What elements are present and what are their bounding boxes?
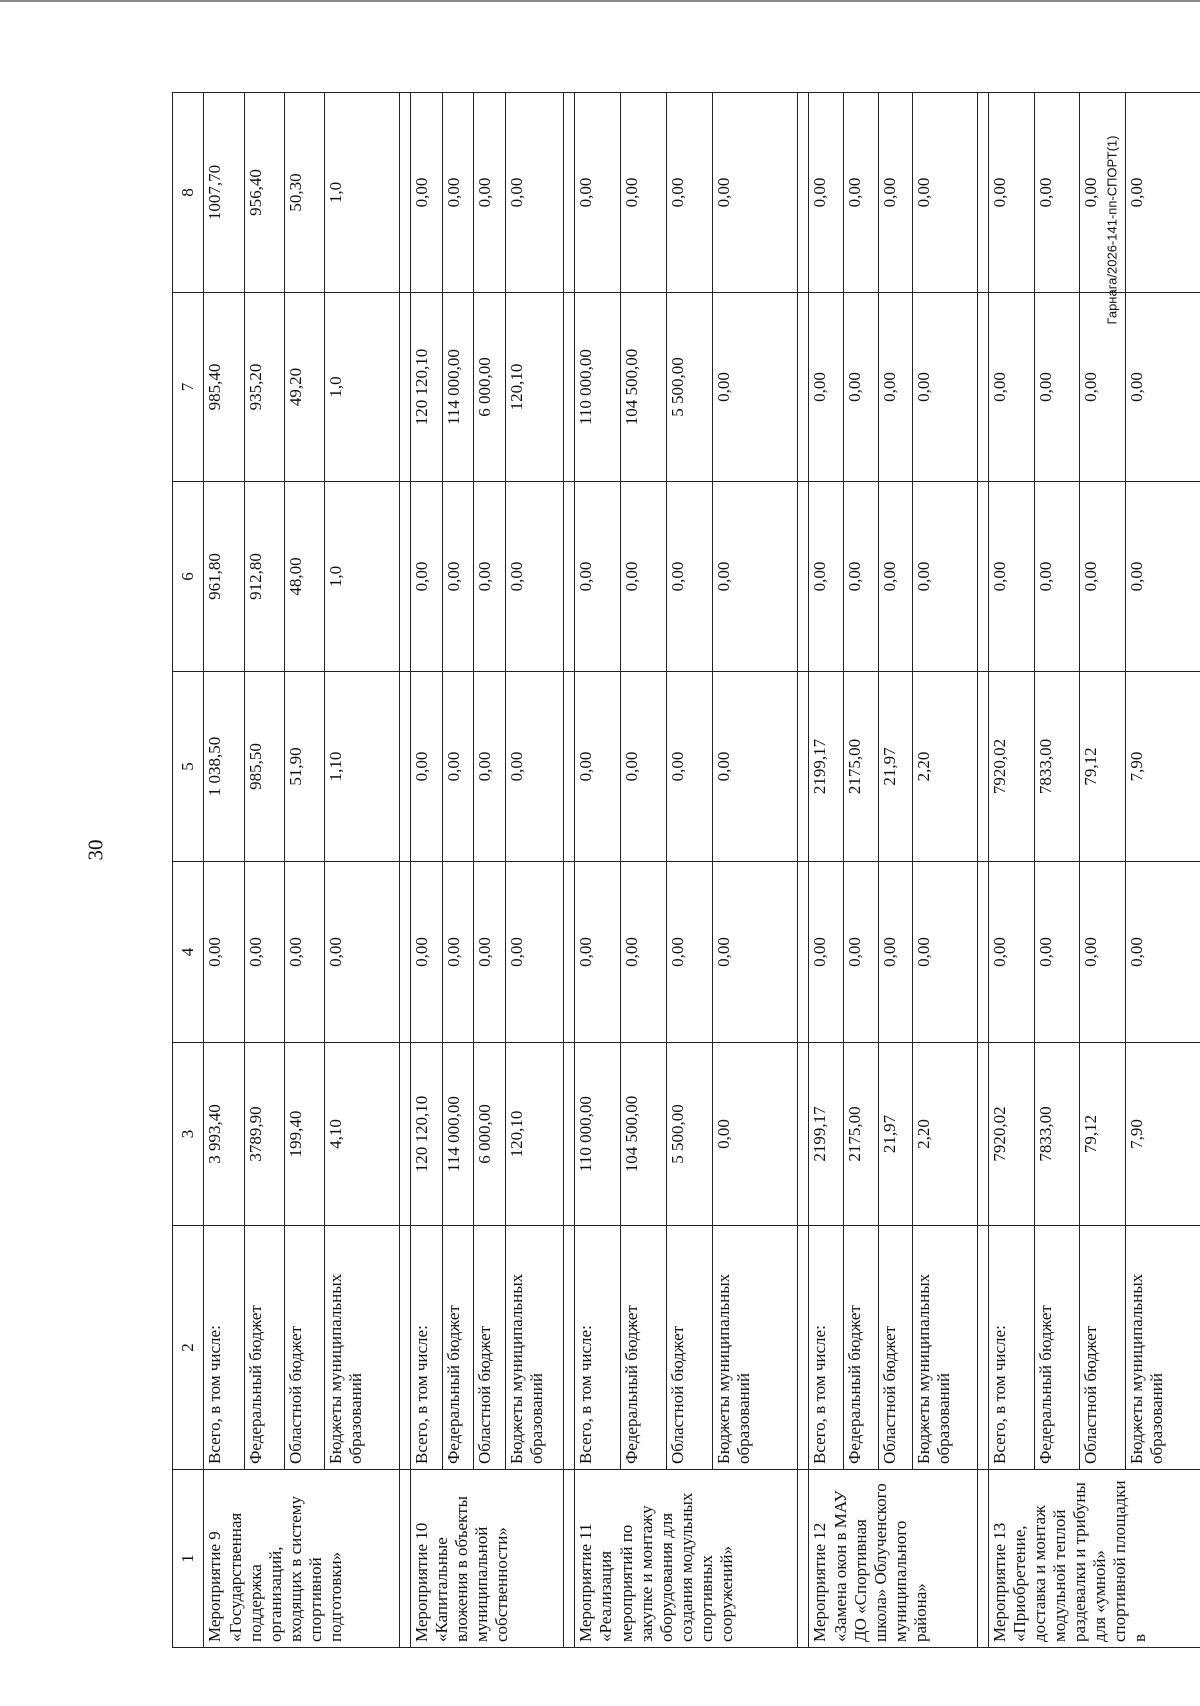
block-separator: [400, 93, 411, 1648]
funding-source: Бюджеты муниципальных образований: [1126, 1226, 1200, 1470]
budget-value: 0,00: [1034, 482, 1080, 672]
budget-value: 0,00: [411, 862, 442, 1043]
funding-source: Областной бюджет: [878, 1226, 913, 1470]
budget-value: 0,00: [1126, 482, 1200, 672]
table-row: [621, 93, 667, 1648]
funding-source: Федеральный бюджет: [621, 1226, 667, 1470]
table-row: [712, 93, 798, 1648]
budget-value: 0,00: [913, 93, 978, 293]
funding-source: Бюджеты муниципальных образований: [505, 1226, 564, 1470]
activity-title: Мероприятие 11 «Реализация мероприятий по закупке и монтажу оборудования для создания модульных спортивных сооружений»: [575, 1470, 798, 1648]
budget-value: 79,12: [1080, 1043, 1126, 1226]
budget-value: 0,00: [988, 93, 1034, 293]
budget-value: 0,00: [667, 93, 713, 293]
budget-value: 49,20: [284, 293, 324, 482]
budget-value: 0,00: [712, 672, 798, 862]
budget-value: 120,10: [505, 1043, 564, 1226]
budget-value: 1,0: [324, 293, 399, 482]
budget-value: 0,00: [988, 482, 1034, 672]
budget-value: 912,80: [244, 482, 284, 672]
budget-value: 2199,17: [809, 672, 844, 862]
budget-value: 0,00: [474, 93, 505, 293]
budget-value: 114 000,00: [442, 293, 473, 482]
budget-value: 0,00: [809, 482, 844, 672]
budget-value: 104 500,00: [621, 1043, 667, 1226]
column-number: 7: [173, 293, 204, 482]
budget-value: 0,00: [621, 862, 667, 1043]
table-row: [809, 93, 844, 1648]
budget-value: 0,00: [1034, 293, 1080, 482]
funding-source: Всего, в том числе:: [411, 1226, 442, 1470]
budget-value: 0,00: [411, 93, 442, 293]
budget-value: 120 120,10: [411, 293, 442, 482]
block-separator: [977, 93, 988, 1648]
budget-value: 79,12: [1080, 672, 1126, 862]
budget-value: 2,20: [913, 672, 978, 862]
budget-value: 4,10: [324, 1043, 399, 1226]
budget-value: 0,00: [505, 93, 564, 293]
table-row: [284, 93, 324, 1648]
budget-value: 3789,90: [244, 1043, 284, 1226]
budget-value: 0,00: [1080, 862, 1126, 1043]
column-number: 3: [173, 1043, 204, 1226]
table-row: [324, 93, 399, 1648]
budget-value: 7833,00: [1034, 672, 1080, 862]
budget-value: 0,00: [712, 482, 798, 672]
funding-source: Бюджеты муниципальных образований: [324, 1226, 399, 1470]
budget-value: 0,00: [411, 482, 442, 672]
funding-source: Федеральный бюджет: [1034, 1226, 1080, 1470]
table-row: [1080, 93, 1126, 1648]
budget-value: 0,00: [913, 862, 978, 1043]
budget-value: 0,00: [988, 293, 1034, 482]
budget-value: 0,00: [411, 672, 442, 862]
budget-value: 2175,00: [844, 672, 879, 862]
budget-value: 0,00: [878, 293, 913, 482]
budget-table: [172, 92, 1200, 1648]
budget-value: 120,10: [505, 293, 564, 482]
column-number: 2: [173, 1226, 204, 1470]
top-rule: [0, 0, 1200, 2]
budget-value: 5 500,00: [667, 293, 713, 482]
budget-value: 7833,00: [1034, 1043, 1080, 1226]
budget-value: 104 500,00: [621, 293, 667, 482]
budget-value: 0,00: [878, 482, 913, 672]
budget-value: 0,00: [244, 862, 284, 1043]
budget-value: 935,20: [244, 293, 284, 482]
budget-value: 0,00: [1034, 93, 1080, 293]
column-number: 6: [173, 482, 204, 672]
budget-value: 2,20: [913, 1043, 978, 1226]
budget-value: 50,30: [284, 93, 324, 293]
page-number: 30: [83, 839, 108, 861]
budget-value: 0,00: [844, 93, 879, 293]
budget-value: 0,00: [913, 482, 978, 672]
table-row: [442, 93, 473, 1648]
budget-value: 0,00: [712, 1043, 798, 1226]
budget-value: 0,00: [621, 482, 667, 672]
budget-value: 7920,02: [988, 1043, 1034, 1226]
document-footer-code: Гарнага/2026-141-пп-СПОРТ(1): [1104, 135, 1120, 325]
budget-value: 2199,17: [809, 1043, 844, 1226]
budget-value: 7,90: [1126, 672, 1200, 862]
funding-source: Всего, в том числе:: [204, 1226, 244, 1470]
table-row: [988, 93, 1034, 1648]
budget-value: 110 000,00: [575, 293, 621, 482]
budget-value: 0,00: [667, 672, 713, 862]
column-number: 1: [173, 1470, 204, 1648]
budget-value: 0,00: [505, 482, 564, 672]
budget-value: 0,00: [621, 93, 667, 293]
block-separator: [798, 93, 809, 1648]
budget-value: 1,10: [324, 672, 399, 862]
budget-value: 0,00: [284, 862, 324, 1043]
budget-value: 985,40: [204, 293, 244, 482]
budget-value: 985,50: [244, 672, 284, 862]
budget-value: 0,00: [988, 862, 1034, 1043]
budget-value: 21,97: [878, 1043, 913, 1226]
table-row: [878, 93, 913, 1648]
budget-value: 0,00: [1080, 93, 1126, 293]
activity-title: Мероприятие 13 «Приобретение, доставка и монтаж модульной теплой раздевалки и трибуны для «умной» спортивной площадки в: [988, 1470, 1200, 1648]
budget-value: 0,00: [712, 862, 798, 1043]
budget-value: 0,00: [1126, 862, 1200, 1043]
funding-source: Бюджеты муниципальных образований: [913, 1226, 978, 1470]
budget-value: 0,00: [474, 672, 505, 862]
table-row: [667, 93, 713, 1648]
activity-title: Мероприятие 12 «Замена окон в МАУ ДО «Спортивная школа» Облученского муниципального района»: [809, 1470, 977, 1648]
budget-value: 0,00: [1034, 862, 1080, 1043]
budget-value: 0,00: [474, 482, 505, 672]
budget-value: 0,00: [844, 482, 879, 672]
budget-value: 0,00: [505, 672, 564, 862]
funding-source: Областной бюджет: [474, 1226, 505, 1470]
budget-table-wrapper: [172, 93, 1200, 1648]
budget-value: 0,00: [575, 93, 621, 293]
budget-value: 7920,02: [988, 672, 1034, 862]
budget-value: 120 120,10: [411, 1043, 442, 1226]
budget-value: 6 000,00: [474, 293, 505, 482]
funding-source: Областной бюджет: [667, 1226, 713, 1470]
budget-value: 3 993,40: [204, 1043, 244, 1226]
budget-value: 21,97: [878, 672, 913, 862]
budget-value: 0,00: [1080, 482, 1126, 672]
funding-source: Областной бюджет: [284, 1226, 324, 1470]
budget-value: 956,40: [244, 93, 284, 293]
column-number: 4: [173, 862, 204, 1043]
activity-title: Мероприятие 10 «Капитальные вложения в объекты муниципальной собственности»: [411, 1470, 564, 1648]
budget-value: 7,90: [1126, 1043, 1200, 1226]
budget-value: 0,00: [442, 672, 473, 862]
budget-value: 0,00: [474, 862, 505, 1043]
activity-title: Мероприятие 9 «Государственная поддержка организаций, входящих в систему спортивной подготовки»: [204, 1470, 400, 1648]
budget-value: 0,00: [712, 93, 798, 293]
funding-source: Всего, в том числе:: [575, 1226, 621, 1470]
budget-value: 0,00: [809, 862, 844, 1043]
budget-value: 0,00: [1126, 93, 1200, 293]
column-number: 8: [173, 93, 204, 293]
table-row: [474, 93, 505, 1648]
budget-value: 1,0: [324, 93, 399, 293]
funding-source: Федеральный бюджет: [244, 1226, 284, 1470]
budget-value: 961,80: [204, 482, 244, 672]
budget-value: 110 000,00: [575, 1043, 621, 1226]
budget-value: 0,00: [878, 862, 913, 1043]
table-row: [575, 93, 621, 1648]
budget-value: 0,00: [621, 672, 667, 862]
budget-value: 0,00: [878, 93, 913, 293]
budget-value: 0,00: [204, 862, 244, 1043]
budget-value: 0,00: [844, 293, 879, 482]
funding-source: Всего, в том числе:: [809, 1226, 844, 1470]
budget-value: 0,00: [324, 862, 399, 1043]
funding-source: Федеральный бюджет: [442, 1226, 473, 1470]
budget-value: 0,00: [442, 482, 473, 672]
table-row: [204, 93, 244, 1648]
table-row: [1126, 93, 1200, 1648]
budget-value: 1 038,50: [204, 672, 244, 862]
budget-value: 0,00: [667, 482, 713, 672]
budget-value: 0,00: [575, 482, 621, 672]
table-row: [1034, 93, 1080, 1648]
budget-value: 0,00: [809, 93, 844, 293]
funding-source: Федеральный бюджет: [844, 1226, 879, 1470]
table-row: [505, 93, 564, 1648]
budget-value: 0,00: [505, 862, 564, 1043]
budget-value: 51,90: [284, 672, 324, 862]
budget-value: 0,00: [844, 862, 879, 1043]
budget-value: 0,00: [913, 293, 978, 482]
budget-value: 5 500,00: [667, 1043, 713, 1226]
budget-value: 114 000,00: [442, 1043, 473, 1226]
budget-value: 0,00: [442, 862, 473, 1043]
budget-value: 199,40: [284, 1043, 324, 1226]
budget-value: 6 000,00: [474, 1043, 505, 1226]
budget-value: 0,00: [1126, 293, 1200, 482]
funding-source: Областной бюджет: [1080, 1226, 1126, 1470]
budget-value: 0,00: [442, 93, 473, 293]
column-number: 5: [173, 672, 204, 862]
budget-value: 1007,70: [204, 93, 244, 293]
budget-value: 1,0: [324, 482, 399, 672]
funding-source: Всего, в том числе:: [988, 1226, 1034, 1470]
budget-value: 2175,00: [844, 1043, 879, 1226]
table-row: [244, 93, 284, 1648]
budget-value: 0,00: [575, 672, 621, 862]
table-row: [844, 93, 879, 1648]
funding-source: Бюджеты муниципальных образований: [712, 1226, 798, 1470]
table-row: [411, 93, 442, 1648]
budget-value: 0,00: [575, 862, 621, 1043]
budget-value: 0,00: [1080, 293, 1126, 482]
table-row: [913, 93, 978, 1648]
budget-value: 0,00: [712, 293, 798, 482]
column-number-row: [173, 93, 204, 1648]
budget-value: 0,00: [809, 293, 844, 482]
block-separator: [564, 93, 575, 1648]
budget-value: 0,00: [667, 862, 713, 1043]
budget-value: 48,00: [284, 482, 324, 672]
